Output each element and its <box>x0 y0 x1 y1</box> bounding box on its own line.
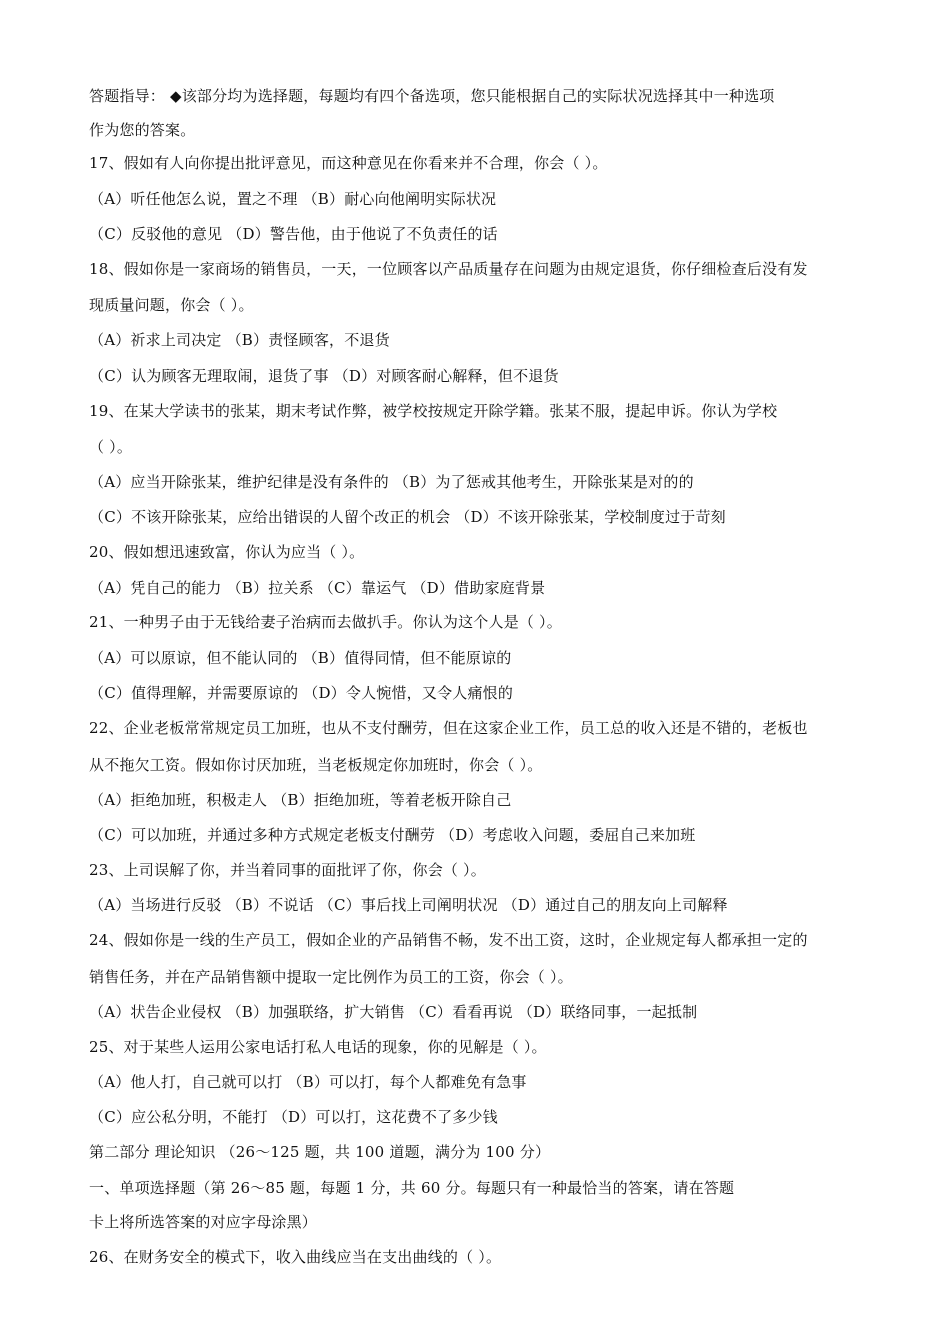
question-22: 22、企业老板常常规定员工加班，也从不支付酬劳，但在这家企业工作，员工总的收入还是不错的，老板也 <box>89 719 808 737</box>
question-25-options-cd: （C）应公私分明，不能打 （D）可以打，这花费不了多少钱 <box>89 1108 498 1126</box>
part-two-heading: 第二部分 理论知识 （26～125 题，共 100 道题，满分为 100 分） <box>89 1143 551 1161</box>
question-18: 18、假如你是一家商场的销售员，一天，一位顾客以产品质量存在问题为由规定退货，你仔细检查后没有发 <box>89 260 808 278</box>
question-19-options-cd: （C）不该开除张某，应给出错误的人留个改正的机会 （D）不该开除张某，学校制度过于苛刻 <box>89 508 726 526</box>
question-26: 26、在财务安全的模式下，收入曲线应当在支出曲线的（ ）。 <box>89 1248 502 1266</box>
question-17-options-cd: （C）反驳他的意见 （D）警告他，由于他说了不负责任的话 <box>89 225 498 243</box>
question-19-cont: （ ）。 <box>89 438 133 456</box>
answer-instructions: 答题指导： ◆该部分均为选择题，每题均有四个备选项，您只能根据自己的实际状况选择其中一种选项 <box>89 87 775 105</box>
section-one-heading: 一、单项选择题（第 26～85 题，每题 1 分，共 60 分。每题只有一种最恰当的答案，请在答题 <box>89 1179 735 1197</box>
question-19-options-ab: （A）应当开除张某，维护纪律是没有条件的 （B）为了惩戒其他考生，开除张某是对的的 <box>89 473 694 491</box>
question-18-options-cd: （C）认为顾客无理取闹，退货了事 （D）对顾客耐心解释，但不退货 <box>89 367 559 385</box>
question-21: 21、一种男子由于无钱给妻子治病而去做扒手。你认为这个人是（ ）。 <box>89 613 562 631</box>
question-18-options-ab: （A）祈求上司决定 （B）责怪顾客，不退货 <box>89 331 390 349</box>
section-one-heading-cont: 卡上将所选答案的对应字母涂黑） <box>89 1213 318 1231</box>
question-21-options-ab: （A）可以原谅，但不能认同的 （B）值得同情，但不能原谅的 <box>89 649 512 667</box>
question-22-cont: 从不拖欠工资。假如你讨厌加班，当老板规定你加班时，你会（ ）。 <box>89 756 543 774</box>
question-23-options: （A）当场进行反驳 （B）不说话 （C）事后找上司阐明状况 （D）通过自己的朋友向上司解释 <box>89 896 728 914</box>
question-25-options-ab: （A）他人打，自己就可以打 （B）可以打，每个人都难免有急事 <box>89 1073 527 1091</box>
question-22-options-ab: （A）拒绝加班，积极走人 （B）拒绝加班，等着老板开除自己 <box>89 791 512 809</box>
question-22-options-cd: （C）可以加班，并通过多种方式规定老板支付酬劳 （D）考虑收入问题，委屈自己来加班 <box>89 826 696 844</box>
question-20-options: （A）凭自己的能力 （B）拉关系 （C）靠运气 （D）借助家庭背景 <box>89 579 546 597</box>
question-21-options-cd: （C）值得理解，并需要原谅的 （D）令人惋惜，又令人痛恨的 <box>89 684 514 702</box>
question-17-options-ab: （A）听任他怎么说，置之不理 （B）耐心向他阐明实际状况 <box>89 190 497 208</box>
question-23: 23、上司误解了你，并当着同事的面批评了你，你会（ ）。 <box>89 861 486 879</box>
question-24-cont: 销售任务，并在产品销售额中提取一定比例作为员工的工资，你会（ ）。 <box>89 968 573 986</box>
question-18-cont: 现质量问题，你会（ ）。 <box>89 296 254 314</box>
question-24: 24、假如你是一线的生产员工，假如企业的产品销售不畅，发不出工资，这时，企业规定每人都承担一定的 <box>89 931 808 949</box>
question-20: 20、假如想迅速致富，你认为应当（ ）。 <box>89 543 365 561</box>
answer-instructions-cont: 作为您的答案。 <box>89 121 196 139</box>
question-19: 19、在某大学读书的张某，期末考试作弊，被学校按规定开除学籍。张某不服，提起申诉。你认为学校 <box>89 402 778 420</box>
question-24-options: （A）状告企业侵权 （B）加强联络，扩大销售 （C）看看再说 （D）联络同事，一起抵制 <box>89 1003 698 1021</box>
question-25: 25、对于某些人运用公家电话打私人电话的现象，你的见解是（ ）。 <box>89 1038 547 1056</box>
question-17: 17、假如有人向你提出批评意见，而这种意见在你看来并不合理，你会（ ）。 <box>89 154 608 172</box>
